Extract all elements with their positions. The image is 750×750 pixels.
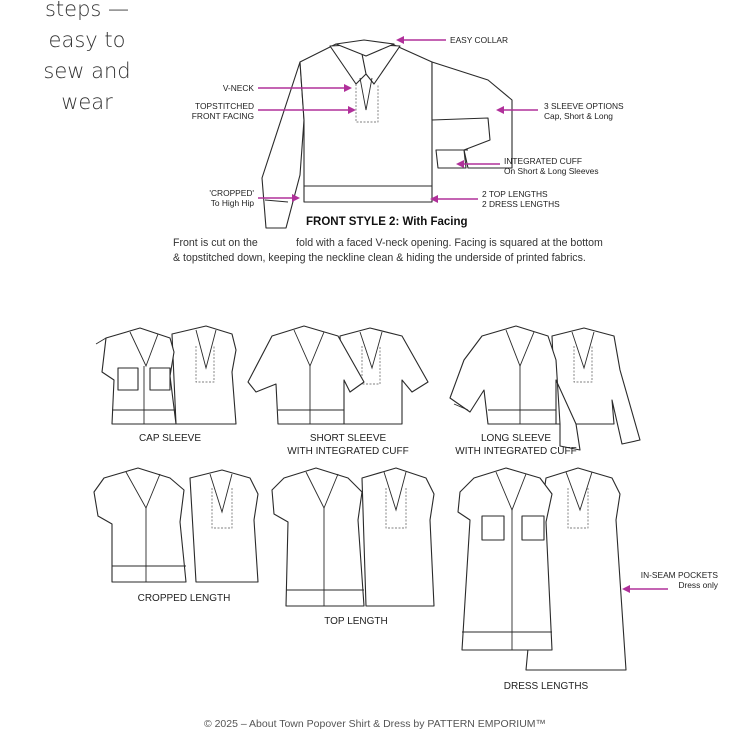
- cropped-length-drawing: [94, 468, 258, 582]
- caption-top-length: TOP LENGTH: [324, 616, 388, 627]
- callout-v-neck: V-NECK: [222, 83, 254, 93]
- front-style-line2: & topstitched down, keeping the neckline clean & hiding the underside of printed fabrics.: [173, 252, 586, 264]
- caption-short-sleeve-line1: SHORT SLEEVE: [309, 433, 387, 444]
- front-style-line1b: fold with a faced V-neck opening. Facing is squared at the bottom: [296, 237, 603, 249]
- callout-sleeve-options: [544, 101, 624, 121]
- callout-pockets-line2: Dress only: [678, 580, 718, 590]
- footer-copyright: © 2025 – About Town Popover Shirt & Dress by PATTERN EMPORIUM™: [203, 718, 547, 730]
- callout-integrated-cuff: [504, 156, 599, 176]
- callout-cropped-line1: 'CROPPED': [209, 188, 254, 198]
- callout-integrated-cuff-line2: On Short & Long Sleeves: [504, 166, 599, 176]
- tagline-line: sew and: [43, 59, 131, 83]
- callout-topstitched-line1: TOPSTITCHED: [195, 101, 254, 111]
- caption-long-sleeve-line1: LONG SLEEVE: [480, 433, 552, 444]
- callout-topstitched-line2: FRONT FACING: [191, 111, 254, 121]
- callout-lengths-line1: 2 TOP LENGTHS: [482, 189, 548, 199]
- dress-lengths-drawing: [458, 468, 626, 670]
- callout-cropped: [170, 188, 254, 208]
- callout-lengths: [482, 189, 560, 209]
- callout-integrated-cuff-line1: INTEGRATED CUFF: [504, 156, 583, 166]
- callout-cropped-line2: To High Hip: [210, 198, 254, 208]
- callout-sleeve-options-line2: Cap, Short & Long: [544, 111, 613, 121]
- front-style-line1a: Front is cut on the: [173, 237, 258, 249]
- caption-cap-sleeve: CAP SLEEVE: [138, 433, 202, 444]
- caption-short-sleeve-line2: WITH INTEGRATED CUFF: [287, 446, 409, 457]
- callout-lengths-line2: 2 DRESS LENGTHS: [482, 199, 560, 209]
- callout-sleeve-options-line1: 3 SLEEVE OPTIONS: [544, 101, 624, 111]
- short-sleeve-drawing: [248, 326, 428, 424]
- tagline-line: easy to: [48, 28, 126, 52]
- tagline-line: steps —: [44, 0, 130, 21]
- cap-sleeve-drawing: [96, 326, 236, 424]
- front-style-heading: FRONT STYLE 2: With Facing: [306, 216, 468, 228]
- callout-topstitched: [150, 101, 254, 121]
- callout-easy-collar: EASY COLLAR: [450, 35, 509, 45]
- caption-long-sleeve-line2: WITH INTEGRATED CUFF: [455, 446, 577, 457]
- caption-dress-lengths: DRESS LENGTHS: [503, 681, 589, 692]
- caption-short-sleeve: [268, 432, 428, 458]
- callout-pockets-line1: IN-SEAM POCKETS: [640, 570, 718, 580]
- caption-long-sleeve: [436, 432, 596, 458]
- top-length-drawing: [272, 468, 434, 606]
- callout-pockets: [620, 570, 718, 590]
- caption-cropped-length: CROPPED LENGTH: [137, 593, 231, 604]
- tagline-line: wear: [61, 90, 113, 114]
